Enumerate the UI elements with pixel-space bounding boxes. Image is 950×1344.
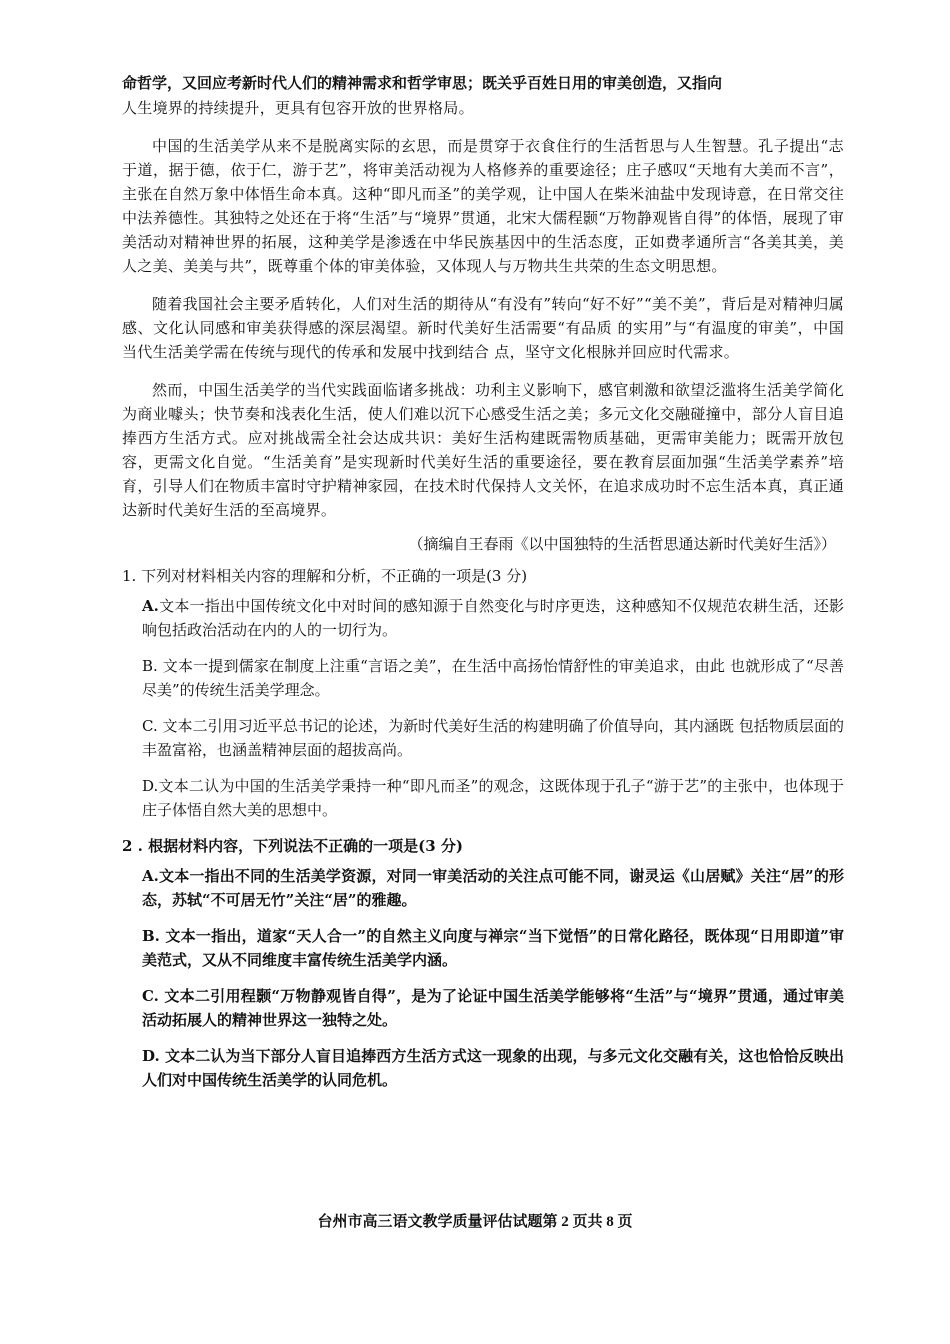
passage-source: （摘编自王春雨《以中国独特的生活哲思通达新时代美好生活》） <box>408 535 836 553</box>
option-label: D. <box>142 1047 160 1065</box>
option-text: 文本一指出不同的生活美学资源，对同一审美活动的关注点可能不同，谢灵运《山居赋》关注“居”的形态，苏轼“不可居无竹”关注“居”的雅趣。 <box>142 867 844 909</box>
option-label: C. <box>142 987 159 1005</box>
question-1-option-c[interactable] <box>142 714 844 762</box>
question-1 <box>122 564 844 822</box>
passage-first-line-rest: 人生境界的持续提升，更具有包容开放的世界格局。 <box>122 99 474 117</box>
option-text: 文本二认为当下部分人盲目追捧西方生活方式这一现象的出现，与多元文化交融有关，这也恰恰反映出人们对中国传统生活美学的认同危机。 <box>142 1047 844 1089</box>
question-2-option-d[interactable] <box>142 1044 844 1092</box>
option-label: A. <box>142 867 159 885</box>
option-text: 文本一提到儒家在制度上注重“言语之美”，在生活中高扬怡情舒性的审美追求，由此 也就形成了“尽善尽美”的传统生活美学理念。 <box>142 657 844 699</box>
question-2 <box>122 834 844 1092</box>
question-1-option-a[interactable] <box>142 594 844 642</box>
question-2-stem: 2 . 根据材料内容，下列说法不正确的一项是(3 分) <box>122 837 463 855</box>
option-text: 文本二引用程颢“万物静观皆自得”，是为了论证中国生活美学能够将“生活”与“境界”贯通，通过审美活动拓展人的精神世界这一独特之处。 <box>142 987 844 1029</box>
question-1-option-b[interactable] <box>142 654 844 702</box>
option-text: 文本二引用习近平总书记的论述，为新时代美好生活的构建明确了价值导向，其内涵既 包括物质层面的丰盈富裕，也涵盖精神层面的超拔高尚。 <box>142 717 844 759</box>
option-text: 文本一指出，道家“天人合一”的自然主义向度与禅宗“当下觉悟”的日常化路径，既体现“日用即道”审美范式，又从不同维度丰富传统生活美学内涵。 <box>142 927 844 969</box>
exam-page <box>122 70 844 1104</box>
option-label: B. <box>142 657 158 675</box>
option-text: 文本二认为中国的生活美学秉持一种“即凡而圣”的观念，这既体现于孔子“游于艺”的主张中，也体现于庄子体悟自然大美的思想中。 <box>142 777 844 819</box>
question-2-option-a[interactable] <box>142 864 844 912</box>
passage-paragraph-2: 随着我国社会主要矛盾转化，人们对生活的期待从“有没有”转向“好不好”“美不美”，背后是对精神归属感、文化认同感和审美获得感的深层渴望。新时代美好生活需要“有品质 的实用”与“有温度的审美”，中国当代生活美学需在传统与现代的传承和发展中找到结合 点，坚守文化根脉并回应时代需求。 <box>122 295 844 361</box>
passage-first-line: 命哲学，又回应考新时代人们的精神需求和哲学审思；既关乎百姓日用的审美创造，又指向 <box>122 74 723 92</box>
page-footer: 台州市高三语文教学质量评估试题第 2 页共 8 页 <box>317 1214 633 1230</box>
option-label: B. <box>142 927 160 945</box>
option-label: C. <box>142 717 158 735</box>
option-label: A. <box>142 597 159 615</box>
passage-paragraph-1: 中国的生活美学从来不是脱离实际的玄思，而是贯穿于衣食住行的生活哲思与人生智慧。孔子提出“志于道，据于德，依于仁，游于艺”，将审美活动视为人格修养的重要途径；庄子感叹“天地有大美而不言”，主张在自然万象中体悟生命本真。这种“即凡而圣”的美学观，让中国人在柴米油盐中发现诗意，在日常交往中法养德性。其独特之处还在于将“生活”与“境界”贯通，北宋大儒程颢“万物静观皆自得”的体悟，展现了审美活动对精神世界的拓展，这种美学是渗透在中华民族基因中的生活态度，正如费孝通所言“各美其美，美人之美、美美与共”，既尊重个体的审美体验，又体现人与万物共生共荣的生态文明思想。 <box>122 137 844 275</box>
question-2-option-b[interactable] <box>142 924 844 972</box>
question-1-option-d[interactable] <box>142 774 844 822</box>
question-2-option-c[interactable] <box>142 984 844 1032</box>
question-1-stem: 1. 下列对材料相关内容的理解和分析，不正确的一项是(3 分) <box>122 567 528 585</box>
passage-paragraph-3: 然而，中国生活美学的当代实践面临诸多挑战：功利主义影响下，感官刺激和欲望泛滥将生活美学简化为商业噱头；快节奏和浅表化生活，使人们难以沉下心感受生活之美；多元文化交融碰撞中，部分人盲目追捧西方生活方式。应对挑战需全社会达成共识：美好生活构建既需物质基础，更需审美能力；既需开放包容，更需文化自觉。“生活美育”是实现新时代美好生活的重要途径，要在教育层面加强“生活美学素养”培育，引导人们在物质丰富时守护精神家园，在技术时代保持人文关怀，在追求成功时不忘生活本真，真正通达新时代美好生活的至高境界。 <box>122 381 844 519</box>
option-text: 文本一指出中国传统文化中对时间的感知源于自然变化与时序更迭，这种感知不仅规范农耕生活，还影响包括政治活动在内的人的一切行为。 <box>142 597 844 639</box>
option-label: D. <box>142 777 159 795</box>
